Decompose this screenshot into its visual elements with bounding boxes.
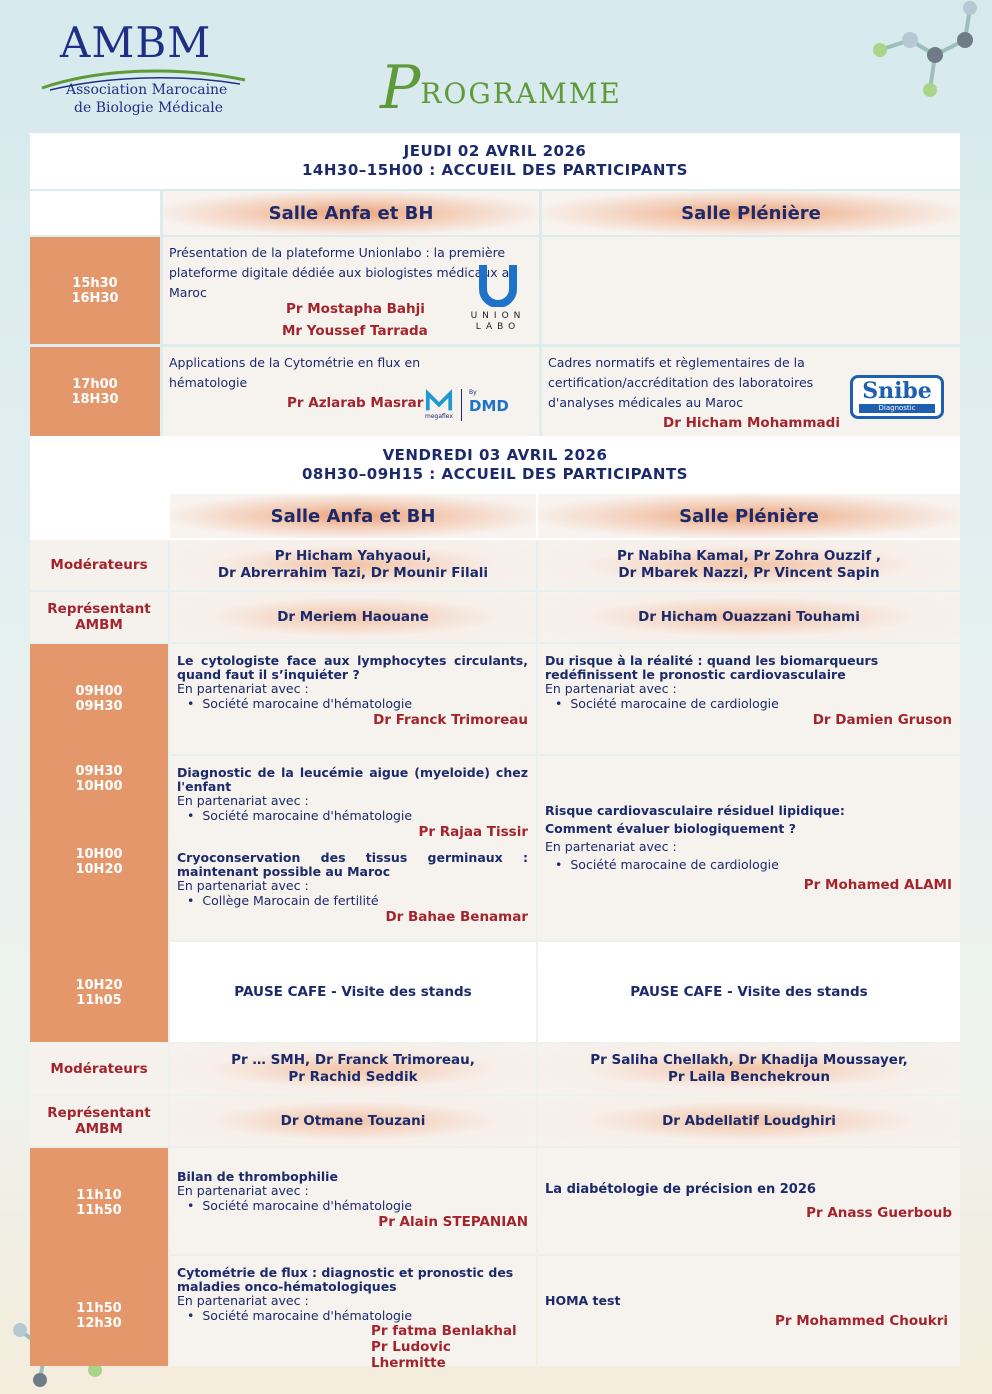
partner-label: En partenariat avec : (177, 878, 309, 893)
speaker: Dr Franck Trimoreau (373, 712, 528, 728)
partner-label: En partenariat avec : (177, 681, 309, 696)
day1-slot2-left (163, 347, 539, 436)
slot-1110 (30, 1188, 168, 1218)
molecule-icon (860, 0, 992, 110)
talk-title: Cryoconservation des tissus germinaux : maintenant possible au Maroc (177, 850, 528, 879)
moderator-line: Pr Laila Benchekroun (668, 1069, 830, 1085)
representant-left-2: Dr Otmane Touzani (170, 1096, 536, 1146)
day1-corner-cell (30, 191, 160, 235)
time-end: 18H30 (71, 391, 119, 407)
talk-title: Présentation de la plateforme Unionlabo : la première plateforme digitale dédiée aux biologistes médicaux au Maroc (169, 245, 518, 300)
talk-title: Le cytologiste face aux lymphocytes circulants, quand faut il s’inquiéter ? (177, 653, 528, 682)
time-start: 09H30 (75, 764, 123, 779)
time-end: 16H30 (71, 290, 119, 306)
moderator-line: Pr Saliha Chellakh, Dr Khadija Moussayer, (590, 1052, 908, 1068)
partner-item: • Société marocaine de cardiologie (545, 696, 952, 711)
speaker: Pr Ludovic Lhermitte (371, 1339, 451, 1371)
moderators-right-2 (538, 1044, 960, 1094)
talk-title: Diagnostic de la leucémie aigue (myeloide) chez l'enfant (177, 765, 528, 794)
pause-rest: - Visite des stands (722, 983, 868, 1000)
moderators-left (170, 540, 536, 590)
partner-label: En partenariat avec : (177, 1183, 309, 1198)
slot-0900 (30, 684, 168, 714)
slot-1000 (30, 847, 168, 877)
speaker: Pr Alain STEPANIAN (378, 1214, 528, 1230)
talk-title: Risque cardiovasculaire résiduel lipidique: Comment évaluer biologiquement ? (545, 803, 845, 836)
speaker: Dr Damien Gruson (812, 712, 952, 728)
logo-divider (461, 389, 462, 421)
day2-room-right: Salle Plénière (538, 494, 960, 538)
day1-date: JEUDI 02 AVRIL 2026 (403, 142, 587, 160)
day1-slot1-time (30, 237, 160, 344)
rep-label-line2: AMBM (75, 1121, 123, 1137)
day1-header (30, 133, 960, 189)
day1-room-left: Salle Anfa et BH (163, 191, 539, 235)
time-end: 09H30 (75, 699, 123, 714)
day2-morning-time-column (30, 644, 168, 1042)
talk-1150-left (170, 1256, 536, 1371)
time-start: 10H00 (75, 847, 123, 862)
logo-line-2: de Biologie Médicale (74, 100, 223, 116)
moderator-line: Dr Abrerrahim Tazi, Dr Mounir Filali (217, 565, 489, 581)
pause-left (170, 942, 536, 1042)
moderators-left-2 (170, 1044, 536, 1094)
unionlabo-u-icon (463, 263, 533, 307)
time-end: 10H00 (75, 779, 123, 794)
talk-title: La diabétologie de précision en 2026 (545, 1182, 816, 1197)
moderator-line: Pr Hicham Yahyaoui, (274, 548, 432, 564)
pause-title: PAUSE CAFE (630, 983, 723, 1000)
slot-0930 (30, 764, 168, 794)
rep-label-line2: AMBM (75, 617, 123, 633)
talk-1110-right (538, 1148, 960, 1254)
day1-slot1-right-empty (542, 237, 960, 344)
moderator-line: Pr … SMH, Dr Franck Trimoreau, (231, 1052, 475, 1068)
moderators-label-2: Modérateurs (30, 1044, 168, 1094)
slot-1150 (30, 1301, 168, 1331)
pause-right (538, 942, 960, 1042)
time-end: 11h05 (76, 993, 122, 1008)
partner-item: • Société marocaine d'hématologie (177, 1198, 528, 1213)
representant-right-2: Dr Abdellatif Loudghiri (538, 1096, 960, 1146)
rep-label-line1: Représentant (47, 601, 151, 617)
snibe-logo (850, 375, 944, 419)
moderators-label: Modérateurs (30, 540, 168, 590)
talk-0900-right (538, 644, 960, 754)
unionlabo-logo (463, 263, 533, 333)
speaker: Dr Bahae Benamar (385, 909, 528, 925)
megaflex-text: megaflex (425, 413, 453, 420)
day1-section (30, 133, 960, 436)
page-title (380, 48, 622, 123)
moderator-line: Dr Mbarek Nazzi, Pr Vincent Sapin (618, 565, 880, 581)
talk-title: Cadres normatifs et règlementaires de la certification/accréditation des laboratoires d'analyses médicales au Maroc (548, 355, 814, 410)
speaker: Pr Azlarab Masrar (287, 395, 424, 411)
partner-item: • Société marocaine de cardiologie (545, 856, 915, 874)
snibe-text: Snibe (862, 378, 932, 404)
moderators-right (538, 540, 960, 590)
time-start: 09H00 (75, 684, 123, 699)
talk-0930-1000-left (170, 756, 536, 940)
day2-date: VENDREDI 03 AVRIL 2026 (382, 446, 608, 464)
talk-1110-left (170, 1148, 536, 1254)
day1-room-right: Salle Plénière (542, 191, 960, 235)
megaflex-dmd-logo (425, 389, 525, 423)
rep-label-line1: Représentant (47, 1105, 151, 1121)
partner-label: En partenariat avec : (545, 681, 677, 696)
partner-label: En partenariat avec : (545, 839, 677, 854)
day1-slot2-right (542, 347, 960, 436)
talk-title: Du risque à la réalité : quand les biomarqueurs redéfinissent le pronostic cardiovasculaire (545, 653, 879, 682)
day1-slot2-time (30, 347, 160, 436)
talk-title: Bilan de thrombophilie (177, 1169, 338, 1184)
speaker: Pr Mostapha Bahji (286, 301, 425, 317)
representant-label-2 (30, 1096, 168, 1146)
day2-late-time-column (30, 1148, 168, 1366)
day2-welcome: 08H30–09H15 : ACCUEIL DES PARTICIPANTS (301, 465, 688, 483)
speaker: Pr Mohamed ALAMI (803, 877, 952, 893)
day2-room-left: Salle Anfa et BH (170, 494, 536, 538)
title-initial: P (380, 53, 421, 123)
pause-title: PAUSE CAFE (234, 983, 327, 1000)
slot-pause (30, 978, 168, 1008)
partner-item: • Société marocaine d'hématologie (177, 808, 528, 823)
logo-by-text: By (469, 389, 477, 396)
time-start: 15h30 (72, 275, 118, 291)
speaker: Pr Mohammed Choukri (774, 1313, 948, 1329)
logo-abbrev: AMBM (60, 18, 212, 67)
time-start: 11h10 (76, 1188, 122, 1203)
partner-label: En partenariat avec : (177, 1293, 309, 1308)
pause-rest: - Visite des stands (326, 983, 472, 1000)
time-start: 10H20 (75, 978, 123, 993)
talk-0930-1000-right (538, 756, 960, 940)
talk-1150-right (538, 1256, 960, 1366)
speaker: Mr Youssef Tarrada (282, 323, 428, 339)
talk-0900-left (170, 644, 536, 754)
time-end: 12h30 (76, 1316, 122, 1331)
megaflex-m-icon (425, 389, 453, 413)
speaker: Pr Rajaa Tissir (418, 824, 528, 840)
partner-item: • Société marocaine d'hématologie (177, 1308, 528, 1323)
talk-title: Applications de la Cytométrie en flux en hématologie (169, 355, 421, 390)
time-end: 10H20 (75, 862, 123, 877)
time-start: 17h00 (72, 376, 118, 392)
talk-title: HOMA test (545, 1293, 621, 1308)
moderator-line: Pr Rachid Seddik (288, 1069, 418, 1085)
partner-label: En partenariat avec : (177, 793, 309, 808)
time-start: 11h50 (76, 1301, 122, 1316)
snibe-sub: Diagnostic (859, 404, 935, 413)
speaker: Dr Hicham Mohammadi (663, 415, 840, 431)
speaker: Pr Anass Guerboub (806, 1205, 952, 1221)
day1-welcome: 14H30–15H00 : ACCUEIL DES PARTICIPANTS (301, 161, 688, 179)
representant-left: Dr Meriem Haouane (170, 592, 536, 642)
talk-title: Cytométrie de flux : diagnostic et pronostic des maladies onco-hématologiques (177, 1265, 514, 1294)
representant-label (30, 592, 168, 642)
day2-section (30, 436, 960, 1371)
speaker: Pr fatma Benlakhal (371, 1323, 517, 1339)
day1-slot1-left (163, 237, 539, 344)
ambm-logo (40, 18, 260, 118)
unionlabo-text: UNION LABO (470, 311, 526, 332)
partner-item: • Société marocaine d'hématologie (177, 696, 528, 711)
dmd-text: DMD (469, 397, 509, 415)
time-end: 11h50 (76, 1203, 122, 1218)
representant-right: Dr Hicham Ouazzani Touhami (538, 592, 960, 642)
title-rest: ROGRAMME (420, 77, 622, 110)
logo-line-1: Association Marocaine (66, 82, 228, 98)
partner-item: • Collège Marocain de fertilité (177, 893, 528, 908)
moderator-line: Pr Nabiha Kamal, Pr Zohra Ouzzif , (616, 548, 882, 564)
